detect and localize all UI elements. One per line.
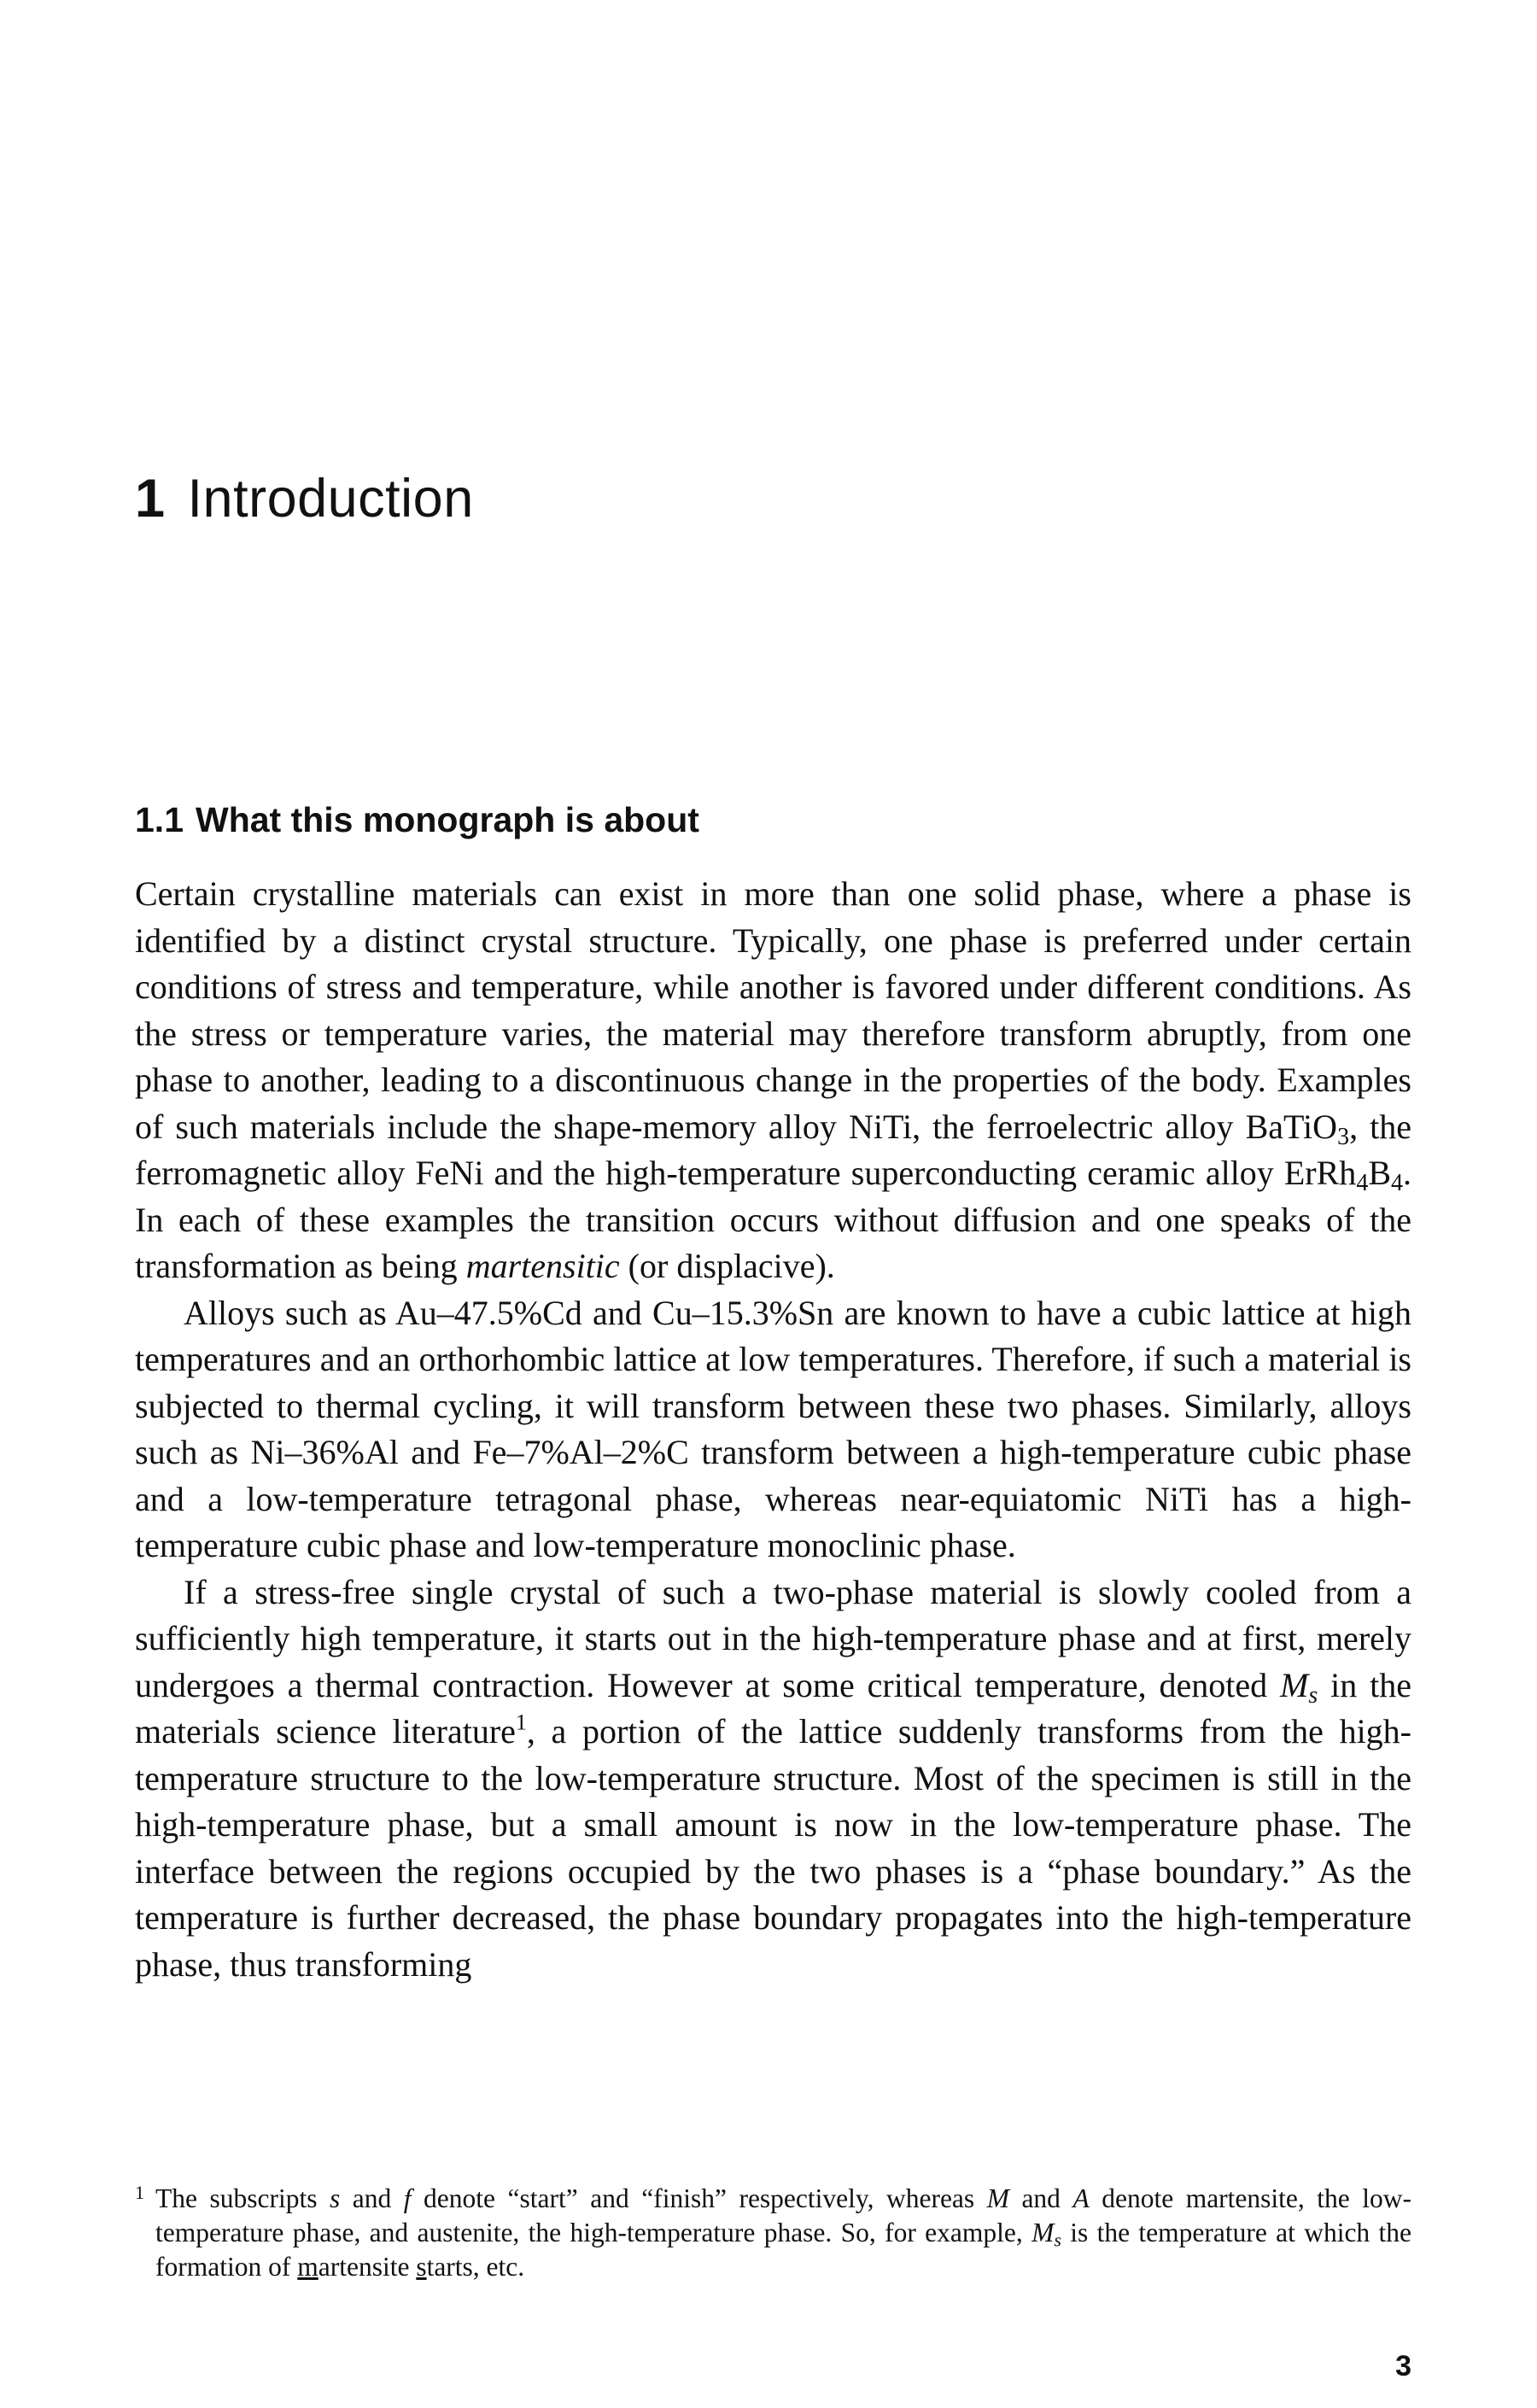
chapter-title-text: Introduction	[187, 469, 474, 529]
section-number: 1.1	[135, 800, 184, 839]
footnote-mark: 1	[135, 2182, 144, 2203]
term-martensitic: martensitic	[465, 1247, 620, 1285]
footnote	[135, 2182, 1411, 2284]
footnote-reference[interactable]: 1	[515, 1710, 527, 1735]
paragraph-1: Certain crystalline materials can exist in more than one solid phase, where a phase is identified by a distinct crystal structure. Typically, one phase is preferred under certain conditions of stress and temperature, while another is favored under different conditions. As the stress or temperature varies, the material may therefore transform abruptly, from one phase to another, leading to a discontinuous change in the properties of the body. Examples of such materials include the shape-memory alloy NiTi, the ferroelectric alloy BaTiO$_3$, the ferromagnetic alloy FeNi and the high-temperature superconducting ceramic alloy $ErRh_4B_4$. In each of these examples the transition occurs without diffusion and one speaks of the transformation as being martensitic (or displacive).	[135, 874, 1411, 1285]
page-number: 3	[1395, 2350, 1411, 2382]
chapter-number: 1	[135, 469, 166, 529]
section-heading	[135, 800, 699, 840]
symbol-ms: $M_s$	[1280, 1665, 1318, 1709]
section-title-text: What this monograph is about	[196, 800, 699, 839]
chapter-heading	[135, 468, 474, 529]
paragraph-3: If a stress-free single crystal of such a two-phase material is slowly cooled from a sufficiently high temperature, it starts out in the high-temperature phase and at first, merely undergoes a thermal contraction. However at some critical temperature, denoted $M_s$ in the materials science literature$^1$, a portion of the lattice suddenly transforms from the high-temperature structure to the low-temperature structure. Most of the specimen is still in the high-temperature phase, but a small amount is now in the low-temperature phase. The interface between the regions occupied by the two phases is a “phase boundary.” As the temperature is further decreased, the phase boundary propagates into the high-temperature phase, thus transforming	[135, 1572, 1412, 1984]
paragraph-2: Alloys such as Au–47.5%Cd and Cu–15.3%Sn are known to have a cubic lattice at high temperatures and an orthorhombic lattice at low temperatures. Therefore, if such a material is subjected to thermal cycling, it will transform between these two phases. Similarly, alloys such as Ni–36%Al and Fe–7%Al–2%C transform between a high-temperature cubic phase and a low-temperature tetragonal phase, whereas near-equiatomic NiTi has a high-temperature cubic phase and low-temperature monoclinic phase.	[135, 1293, 1411, 1564]
body-text	[135, 871, 1411, 1988]
footnote-text: The subscripts s and f denote “start” and “finish” respectively, whereas M and A denote martensite, the low-temperature phase, and austenite, the high-temperature phase. So, for example, $M_s$ is the temperature at which the formation of martensite starts, etc.	[155, 2183, 1412, 2282]
